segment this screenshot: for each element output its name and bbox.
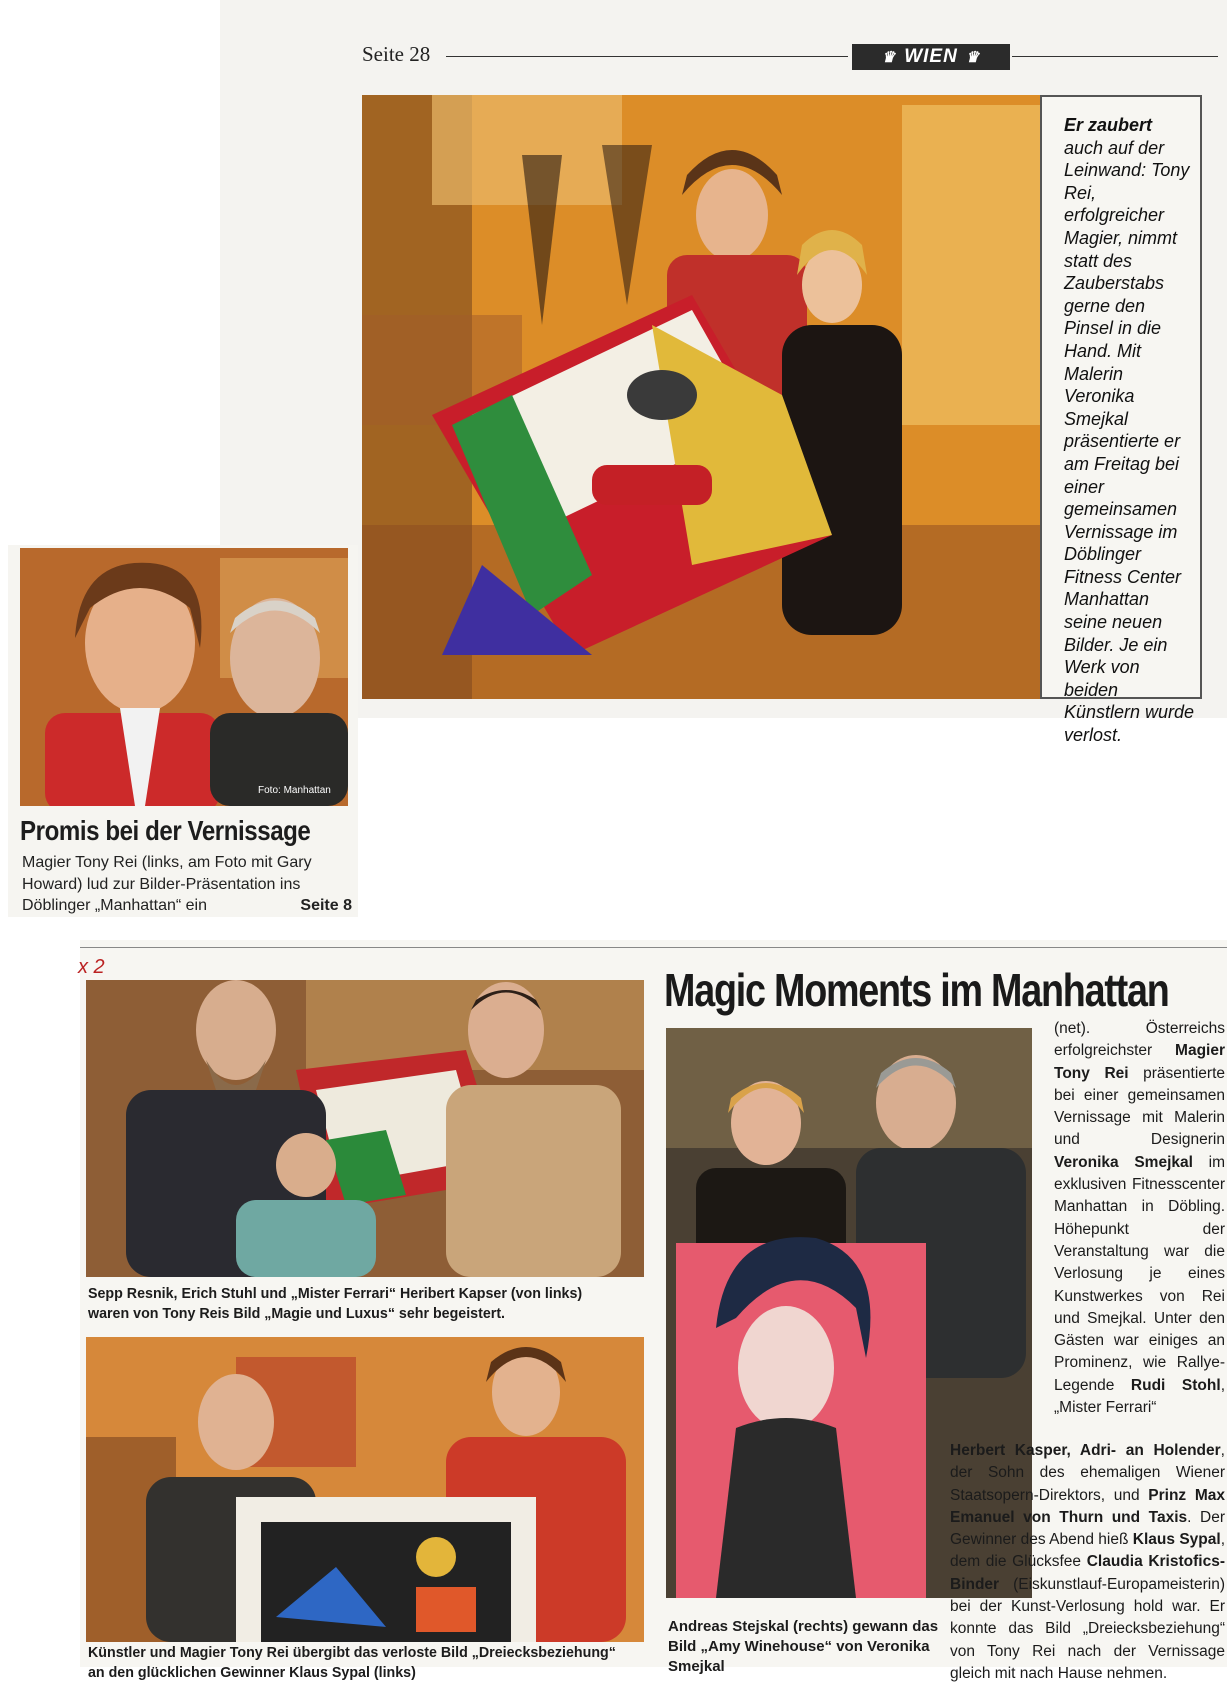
article-body-continued (950, 1440, 1225, 1685)
header-rule (446, 56, 848, 57)
body-text: präsentierte bei einer gemeinsamen Vernissage mit Malerin und Designerin (1054, 1064, 1225, 1149)
photo-caption-c: Andreas Stejskal (rechts) gewann das Bild „Amy Winehouse“ von Veronika Smejkal (668, 1618, 939, 1675)
photo-caption (1064, 114, 1196, 747)
teaser-page-ref: Seite 8 (300, 897, 352, 914)
caption-body: auch auf der Leinwand: Tony Rei, erfolgreicher Magier, nimmt statt des Zauberstabs gerne den Pinsel in die Hand. Mit Malerin Veronika Smejkal präsentierte er am Freitag bei einer gemeinsamen Vernissage im Döblinger Fitness Center Manhattan seine neuen Bilder. Je ein Werk von beiden Künstlern wurde verlost. (1064, 137, 1195, 746)
body-text: (Eiskunstlauf-Europameisterin) bei der Kunst-Verlosung hold war. Er konnte das Bild „Dreiecksbeziehung“ von Tony Rei nach der Vernissage gleich mit nach Hause nehmen. (950, 1575, 1225, 1682)
handwritten-marker: x 2 (78, 956, 105, 978)
body-bold: Rudi Stohl (1130, 1376, 1221, 1394)
caption-lead: Er zaubert (1064, 115, 1153, 135)
crown-icon: ♛ (965, 49, 981, 66)
body-text: . Der Gewinner des Abend hieß (950, 1508, 1225, 1549)
body-bold: Claudia Kristofics-Binder (950, 1553, 1225, 1593)
teaser-text (22, 852, 352, 917)
teaser-body: Magier Tony Rei (links, am Foto mit Gary Howard) lud zur Bilder-Präsentation ins Döblinger „Manhattan“ ein (22, 854, 312, 914)
photo-ferrari-painting (86, 980, 644, 1277)
header-rule (1012, 56, 1218, 57)
page-number: Seite 28 (362, 42, 431, 66)
crown-icon: ♛ (881, 49, 897, 66)
section-badge (852, 44, 1010, 70)
body-text: , der Sohn des ehemaligen Wiener Staatsopern-Direktors, und (950, 1442, 1225, 1504)
teaser-photo-credit: Foto: Manhattan (258, 785, 331, 796)
section-label: WIEN (904, 46, 958, 67)
body-bold: Herbert Kasper, Adri- (950, 1442, 1117, 1459)
article-body (1054, 1018, 1225, 1419)
top-rule (80, 947, 1227, 948)
photo-dreiecksbeziehung (86, 1337, 644, 1642)
body-text: (net). Österreichs erfolgreichster (1054, 1020, 1225, 1060)
main-photo (362, 95, 1040, 699)
body-bold: Magier Tony Rei (1054, 1042, 1225, 1082)
body-bold: Veronika Smejkal (1054, 1153, 1193, 1171)
body-bold: Prinz Max Emanuel von Thurn und Taxis (950, 1486, 1225, 1526)
article-headline: Magic Moments im Manhattan (664, 964, 1169, 1016)
body-text: , dem die Glücksfee (950, 1531, 1226, 1571)
body-bold: an Holender (1125, 1442, 1221, 1459)
teaser-headline: Promis bei der Vernissage (20, 815, 311, 846)
photo-caption-b: Künstler und Magier Tony Rei übergibt das verloste Bild „Dreiecksbeziehung“ an den glücklichen Gewinner Klaus Sypal (links) (88, 1644, 616, 1681)
body-bold: Klaus Sypal (1132, 1531, 1221, 1549)
body-text: , „Mister Ferrari“ (1054, 1376, 1225, 1417)
body-text: im exklusiven Fitnesscenter Manhattan in Döbling. Höhepunkt der Veranstaltung war die Verlosung je eines Kunstwerkes von Rei und Smejkal. Unter den Gästen war einiges an Prominenz, wie Rallye-Legende (1054, 1153, 1225, 1394)
teaser-photo (20, 548, 348, 806)
photo-caption-a: Sepp Resnik, Erich Stuhl und „Mister Ferrari“ Heribert Kapser (von links) waren von Tony Reis Bild „Magie und Luxus“ sehr begeistert. (88, 1285, 583, 1322)
